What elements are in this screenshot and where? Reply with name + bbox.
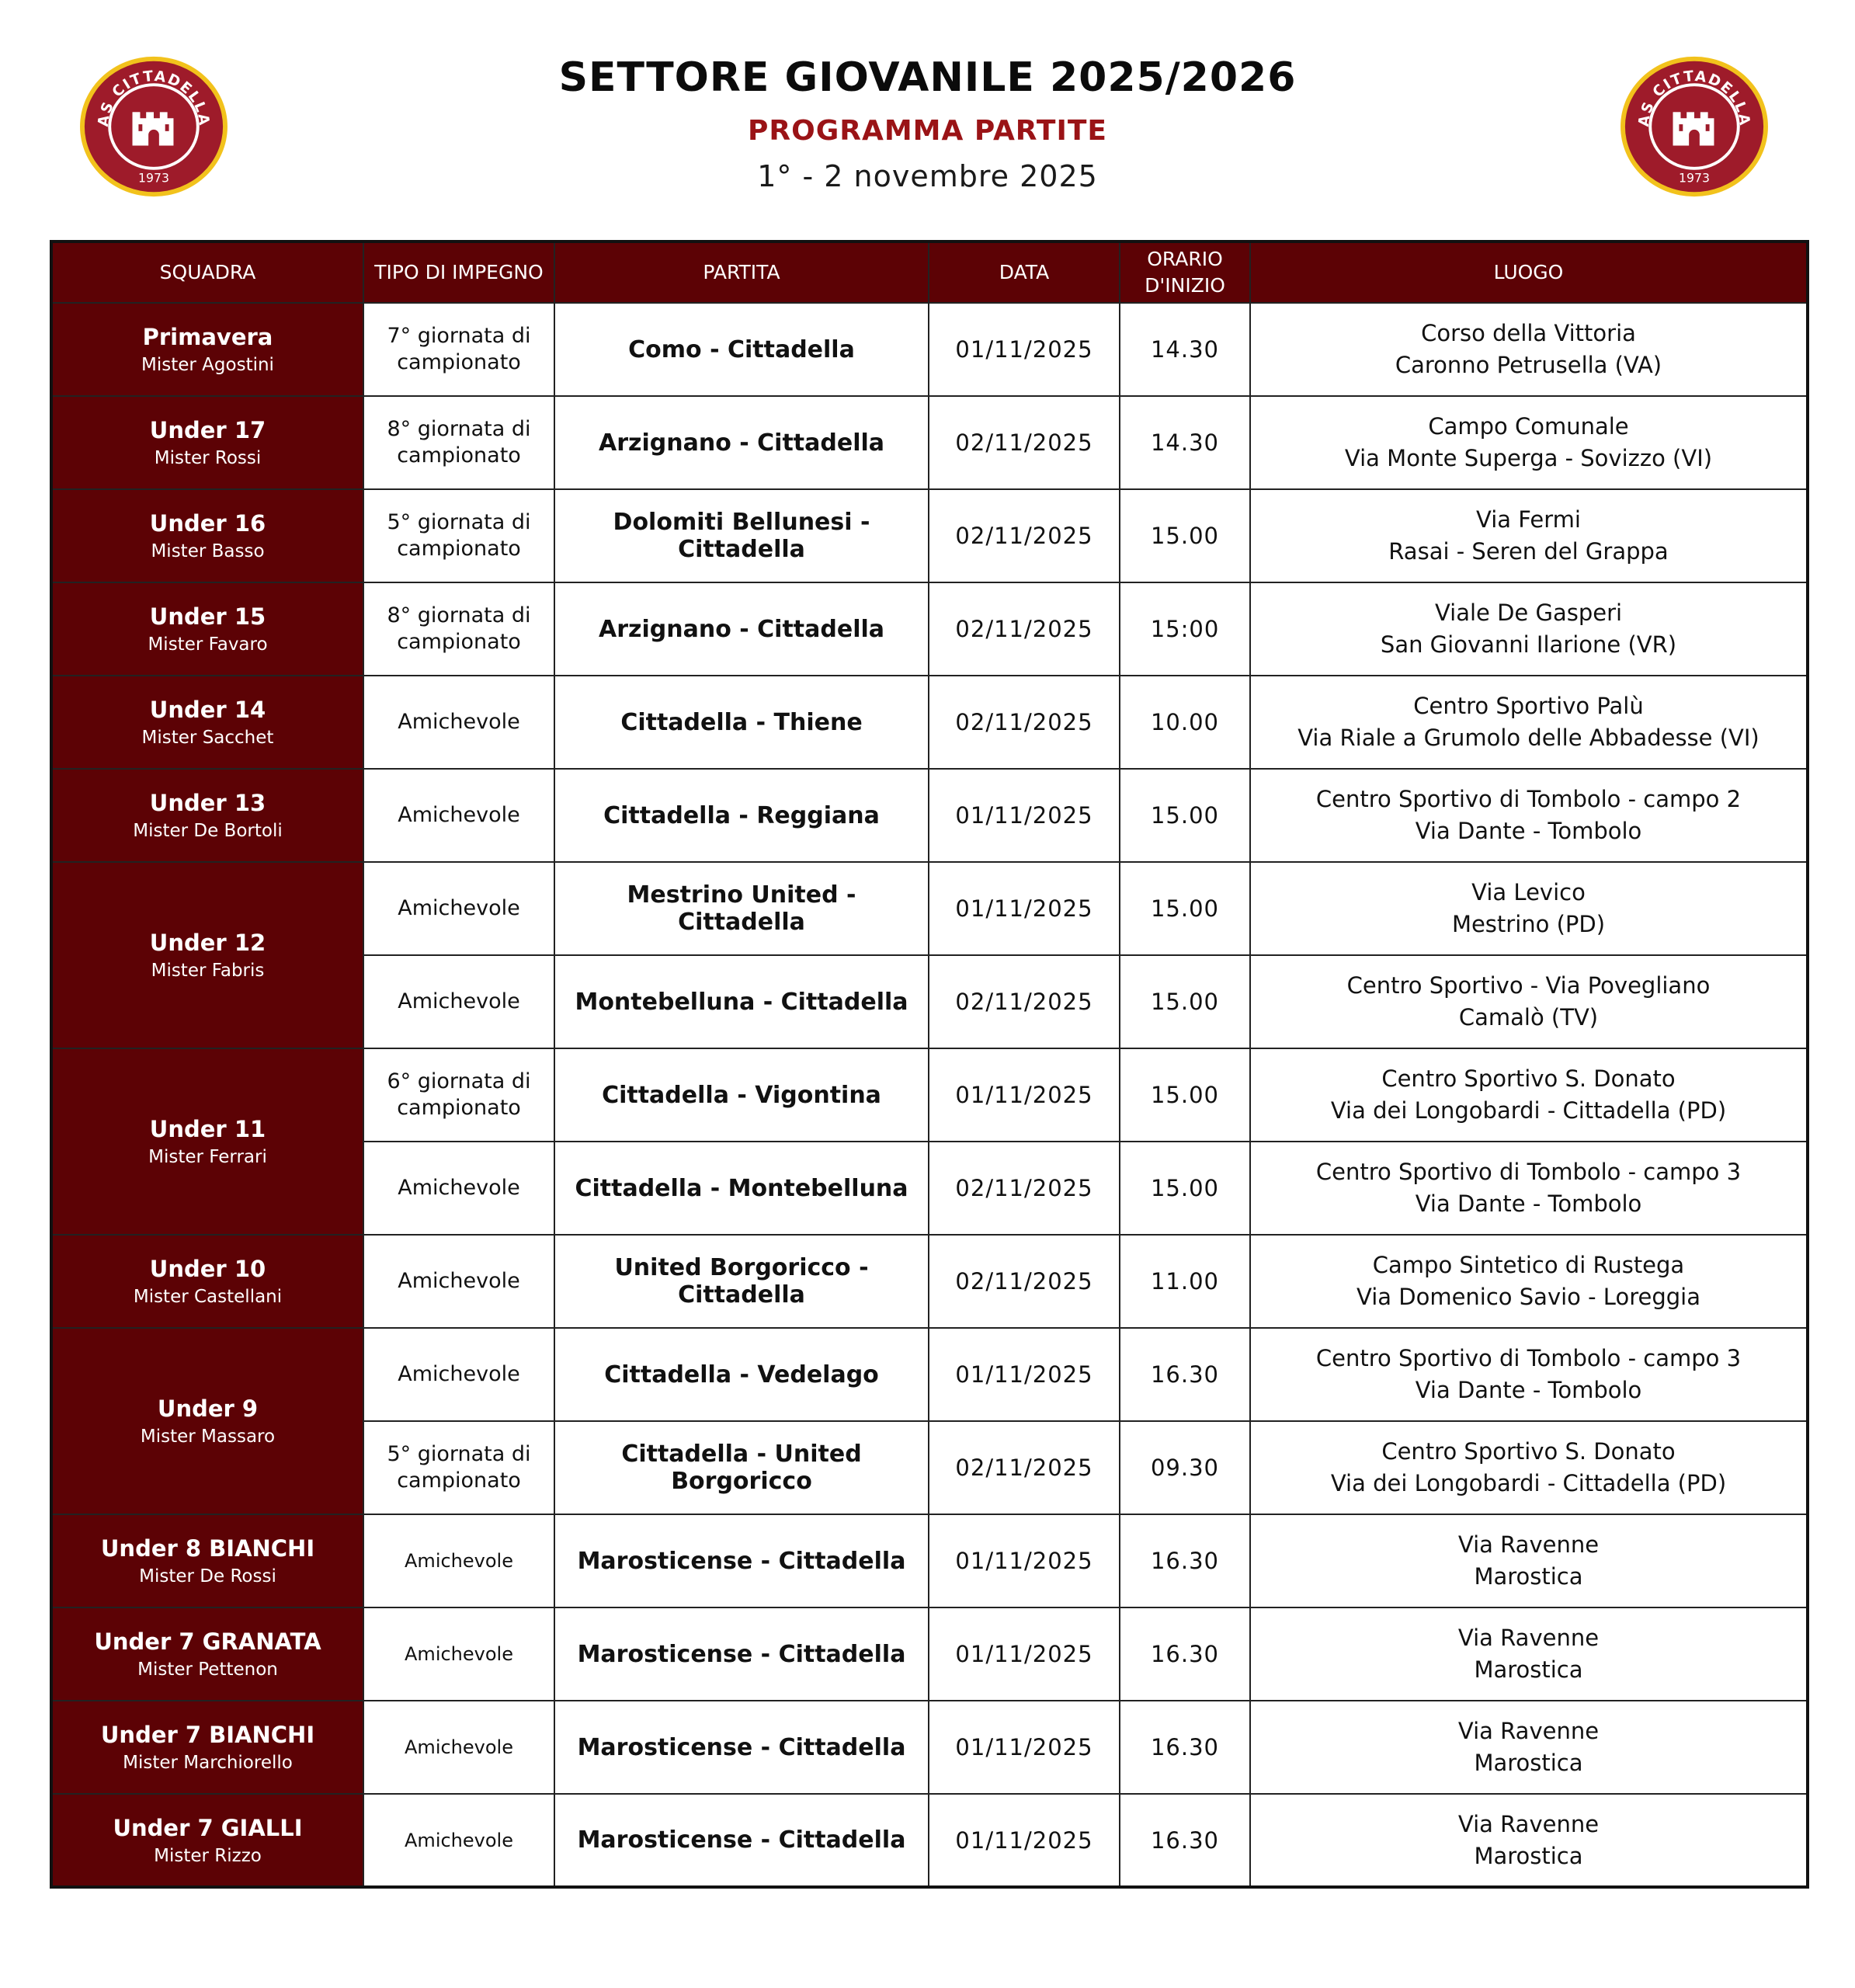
date-cell: 01/11/2025 — [929, 1514, 1120, 1607]
team-name: Under 7 GIALLI — [113, 1814, 303, 1841]
time-cell: 11.00 — [1120, 1235, 1250, 1328]
date-cell: 01/11/2025 — [929, 303, 1120, 396]
svg-text:AS CITTADELLA: AS CITTADELLA — [1635, 68, 1753, 128]
table-header-row — [51, 242, 1808, 303]
col-header-data: DATA — [929, 242, 1120, 303]
time-cell: 15.00 — [1120, 1142, 1250, 1235]
team-cell — [51, 489, 363, 582]
place-cell — [1250, 862, 1808, 955]
place-cell — [1250, 1607, 1808, 1701]
date-range: 1° - 2 novembre 2025 — [757, 159, 1098, 193]
match-cell: Dolomiti Bellunesi - Cittadella — [554, 489, 929, 582]
time-cell: 15:00 — [1120, 582, 1250, 676]
match-cell: Marosticense - Cittadella — [554, 1794, 929, 1887]
team-cell — [51, 1328, 363, 1514]
date-cell: 02/11/2025 — [929, 489, 1120, 582]
place-line-2: Via dei Longobardi - Cittadella (PD) — [1330, 1470, 1727, 1496]
team-cell — [51, 676, 363, 769]
match-cell: Cittadella - Vedelago — [554, 1328, 929, 1421]
team-name: Under 13 — [149, 790, 266, 816]
col-header-luogo: LUOGO — [1250, 242, 1808, 303]
place-cell — [1250, 303, 1808, 396]
place-cell — [1250, 1794, 1808, 1887]
place-line-1: Campo Sintetico di Rustega — [1372, 1252, 1685, 1278]
place-line-1: Via Ravenne — [1457, 1718, 1600, 1744]
match-cell: Marosticense - Cittadella — [554, 1701, 929, 1794]
table-row — [51, 769, 1808, 862]
match-cell: Cittadella - Thiene — [554, 676, 929, 769]
match-cell: Cittadella - Vigontina — [554, 1048, 929, 1142]
match-cell: Arzignano - Cittadella — [554, 582, 929, 676]
time-cell: 15.00 — [1120, 862, 1250, 955]
team-coach: Mister De Rossi — [139, 1566, 276, 1587]
schedule-table — [50, 240, 1809, 1889]
tipo-cell: Amichevole — [363, 1701, 554, 1794]
table-row — [51, 582, 1808, 676]
table-row — [51, 862, 1808, 955]
date-cell: 01/11/2025 — [929, 1328, 1120, 1421]
team-name: Primavera — [142, 324, 273, 350]
team-cell — [51, 1235, 363, 1328]
place-line-2: Camalò (TV) — [1458, 1004, 1599, 1030]
tipo-cell: Amichevole — [363, 862, 554, 955]
team-coach: Mister Basso — [151, 541, 265, 561]
team-name: Under 8 BIANCHI — [100, 1535, 315, 1562]
place-line-2: Via Monte Superga - Sovizzo (VI) — [1344, 445, 1713, 471]
place-line-2: Marostica — [1474, 1750, 1583, 1776]
tipo-cell: Amichevole — [363, 1514, 554, 1607]
team-cell — [51, 1048, 363, 1235]
svg-text:1973: 1973 — [1679, 170, 1710, 186]
match-cell: Como - Cittadella — [554, 303, 929, 396]
table-row — [51, 1794, 1808, 1887]
place-cell — [1250, 1328, 1808, 1421]
place-line-1: Via Fermi — [1476, 506, 1581, 533]
team-name: Under 10 — [149, 1256, 266, 1282]
tipo-cell: Amichevole — [363, 1328, 554, 1421]
place-line-2: Rasai - Seren del Grappa — [1388, 538, 1669, 565]
team-cell — [51, 303, 363, 396]
place-cell — [1250, 1142, 1808, 1235]
place-cell — [1250, 1048, 1808, 1142]
tipo-cell: Amichevole — [363, 1794, 554, 1887]
team-coach: Mister Marchiorello — [123, 1753, 293, 1773]
table-row — [51, 1701, 1808, 1794]
place-cell — [1250, 769, 1808, 862]
place-line-1: Centro Sportivo S. Donato — [1381, 1438, 1676, 1465]
tipo-cell: 5° giornata di campionato — [363, 1421, 554, 1514]
tipo-cell: Amichevole — [363, 1142, 554, 1235]
time-cell: 14.30 — [1120, 396, 1250, 489]
time-cell: 16.30 — [1120, 1514, 1250, 1607]
date-cell: 01/11/2025 — [929, 1701, 1120, 1794]
place-line-1: Via Ravenne — [1457, 1625, 1600, 1651]
date-cell: 01/11/2025 — [929, 1607, 1120, 1701]
tipo-cell: Amichevole — [363, 955, 554, 1048]
table-row — [51, 396, 1808, 489]
match-cell: Arzignano - Cittadella — [554, 396, 929, 489]
team-name: Under 14 — [149, 697, 266, 723]
team-coach: Mister Ferrari — [148, 1147, 267, 1167]
place-cell — [1250, 1701, 1808, 1794]
table-row — [51, 1607, 1808, 1701]
place-line-1: Via Ravenne — [1457, 1810, 1600, 1837]
place-line-2: Marostica — [1474, 1656, 1583, 1683]
team-name: Under 12 — [149, 930, 266, 956]
place-line-2: San Giovanni Ilarione (VR) — [1380, 631, 1677, 658]
place-line-2: Caronno Petrusella (VA) — [1395, 352, 1662, 378]
time-cell: 10.00 — [1120, 676, 1250, 769]
date-cell: 01/11/2025 — [929, 1794, 1120, 1887]
date-cell: 02/11/2025 — [929, 955, 1120, 1048]
team-name: Under 11 — [149, 1116, 266, 1142]
place-line-2: Via Dante - Tombolo — [1415, 818, 1642, 844]
time-cell: 15.00 — [1120, 1048, 1250, 1142]
date-cell: 01/11/2025 — [929, 862, 1120, 955]
place-line-1: Centro Sportivo - Via Povegliano — [1346, 972, 1711, 999]
table-row — [51, 1048, 1808, 1142]
table-row — [51, 303, 1808, 396]
time-cell: 16.30 — [1120, 1328, 1250, 1421]
place-line-1: Centro Sportivo Palù — [1413, 693, 1644, 719]
place-cell — [1250, 955, 1808, 1048]
team-cell — [51, 582, 363, 676]
team-name: Under 16 — [149, 510, 266, 537]
time-cell: 15.00 — [1120, 769, 1250, 862]
match-cell: Montebelluna - Cittadella — [554, 955, 929, 1048]
place-line-2: Via Dante - Tombolo — [1415, 1190, 1642, 1217]
date-cell: 02/11/2025 — [929, 676, 1120, 769]
table-row — [51, 489, 1808, 582]
table-row — [51, 1514, 1808, 1607]
place-line-2: Via Dante - Tombolo — [1415, 1377, 1642, 1403]
match-cell: Mestrino United - Cittadella — [554, 862, 929, 955]
team-name: Under 7 GRANATA — [94, 1628, 321, 1655]
team-name: Under 7 BIANCHI — [100, 1722, 315, 1748]
tipo-cell: 8° giornata di campionato — [363, 396, 554, 489]
date-cell: 02/11/2025 — [929, 1235, 1120, 1328]
match-cell: Marosticense - Cittadella — [554, 1607, 929, 1701]
match-cell: United Borgoricco - Cittadella — [554, 1235, 929, 1328]
tipo-cell: 7° giornata di campionato — [363, 303, 554, 396]
table-row — [51, 1328, 1808, 1421]
team-coach: Mister Fabris — [151, 961, 265, 981]
date-cell: 02/11/2025 — [929, 1421, 1120, 1514]
table-row — [51, 1235, 1808, 1328]
place-line-1: Via Ravenne — [1457, 1531, 1600, 1558]
team-coach: Mister Rossi — [154, 448, 262, 468]
team-cell — [51, 396, 363, 489]
team-cell — [51, 1701, 363, 1794]
team-name: Under 9 — [157, 1395, 259, 1422]
date-cell: 01/11/2025 — [929, 769, 1120, 862]
time-cell: 15.00 — [1120, 955, 1250, 1048]
team-coach: Mister De Bortoli — [133, 821, 283, 841]
place-line-1: Centro Sportivo di Tombolo - campo 3 — [1315, 1345, 1742, 1371]
place-line-1: Campo Comunale — [1428, 413, 1629, 440]
team-coach: Mister Agostini — [141, 355, 274, 375]
svg-text:1973: 1973 — [138, 170, 169, 186]
place-line-1: Via Levico — [1471, 879, 1586, 905]
time-cell: 15.00 — [1120, 489, 1250, 582]
col-header-partita: PARTITA — [554, 242, 929, 303]
team-name: Under 15 — [149, 603, 266, 630]
place-cell — [1250, 1514, 1808, 1607]
team-coach: Mister Massaro — [140, 1427, 276, 1447]
tipo-cell: 6° giornata di campionato — [363, 1048, 554, 1142]
place-cell — [1250, 582, 1808, 676]
team-cell — [51, 1607, 363, 1701]
place-line-1: Viale De Gasperi — [1434, 600, 1623, 626]
team-name: Under 17 — [149, 417, 266, 443]
place-line-2: Mestrino (PD) — [1451, 911, 1606, 937]
match-cell: Cittadella - Reggiana — [554, 769, 929, 862]
time-cell: 09.30 — [1120, 1421, 1250, 1514]
time-cell: 16.30 — [1120, 1701, 1250, 1794]
date-cell: 02/11/2025 — [929, 1142, 1120, 1235]
col-header-orario: ORARIO D'INIZIO — [1120, 242, 1250, 303]
tipo-cell: 5° giornata di campionato — [363, 489, 554, 582]
place-line-2: Marostica — [1474, 1842, 1583, 1869]
place-line-1: Centro Sportivo di Tombolo - campo 2 — [1315, 786, 1742, 812]
team-coach: Mister Pettenon — [137, 1660, 278, 1680]
place-line-2: Marostica — [1474, 1563, 1583, 1590]
date-cell: 02/11/2025 — [929, 582, 1120, 676]
tipo-cell: Amichevole — [363, 1235, 554, 1328]
place-line-1: Corso della Vittoria — [1421, 320, 1636, 346]
svg-text:AS CITTADELLA: AS CITTADELLA — [95, 68, 213, 128]
col-header-tipo: TIPO DI IMPEGNO — [363, 242, 554, 303]
time-cell: 14.30 — [1120, 303, 1250, 396]
team-coach: Mister Castellani — [133, 1287, 283, 1307]
date-cell: 01/11/2025 — [929, 1048, 1120, 1142]
tipo-cell: Amichevole — [363, 769, 554, 862]
place-cell — [1250, 676, 1808, 769]
col-header-squadra: SQUADRA — [51, 242, 363, 303]
date-cell: 02/11/2025 — [929, 396, 1120, 489]
team-cell — [51, 1514, 363, 1607]
page-subtitle: PROGRAMMA PARTITE — [747, 115, 1108, 147]
place-line-1: Centro Sportivo S. Donato — [1381, 1065, 1676, 1092]
time-cell: 16.30 — [1120, 1794, 1250, 1887]
table-row — [51, 676, 1808, 769]
team-cell — [51, 1794, 363, 1887]
place-cell — [1250, 1235, 1808, 1328]
team-cell — [51, 862, 363, 1048]
match-cell: Cittadella - United Borgoricco — [554, 1421, 929, 1514]
place-cell — [1250, 489, 1808, 582]
tipo-cell: 8° giornata di campionato — [363, 582, 554, 676]
page-title: SETTORE GIOVANILE 2025/2026 — [558, 54, 1297, 101]
place-cell — [1250, 1421, 1808, 1514]
tipo-cell: Amichevole — [363, 676, 554, 769]
place-line-1: Centro Sportivo di Tombolo - campo 3 — [1315, 1159, 1742, 1185]
tipo-cell: Amichevole — [363, 1607, 554, 1701]
team-coach: Mister Favaro — [148, 634, 268, 655]
team-cell — [51, 769, 363, 862]
place-line-2: Via Domenico Savio - Loreggia — [1357, 1284, 1700, 1310]
match-cell: Cittadella - Montebelluna — [554, 1142, 929, 1235]
match-cell: Marosticense - Cittadella — [554, 1514, 929, 1607]
place-line-2: Via dei Longobardi - Cittadella (PD) — [1330, 1097, 1727, 1124]
place-cell — [1250, 396, 1808, 489]
place-line-2: Via Riale a Grumolo delle Abbadesse (VI) — [1297, 725, 1759, 751]
team-coach: Mister Rizzo — [154, 1845, 262, 1866]
team-coach: Mister Sacchet — [141, 728, 274, 748]
time-cell: 16.30 — [1120, 1607, 1250, 1701]
